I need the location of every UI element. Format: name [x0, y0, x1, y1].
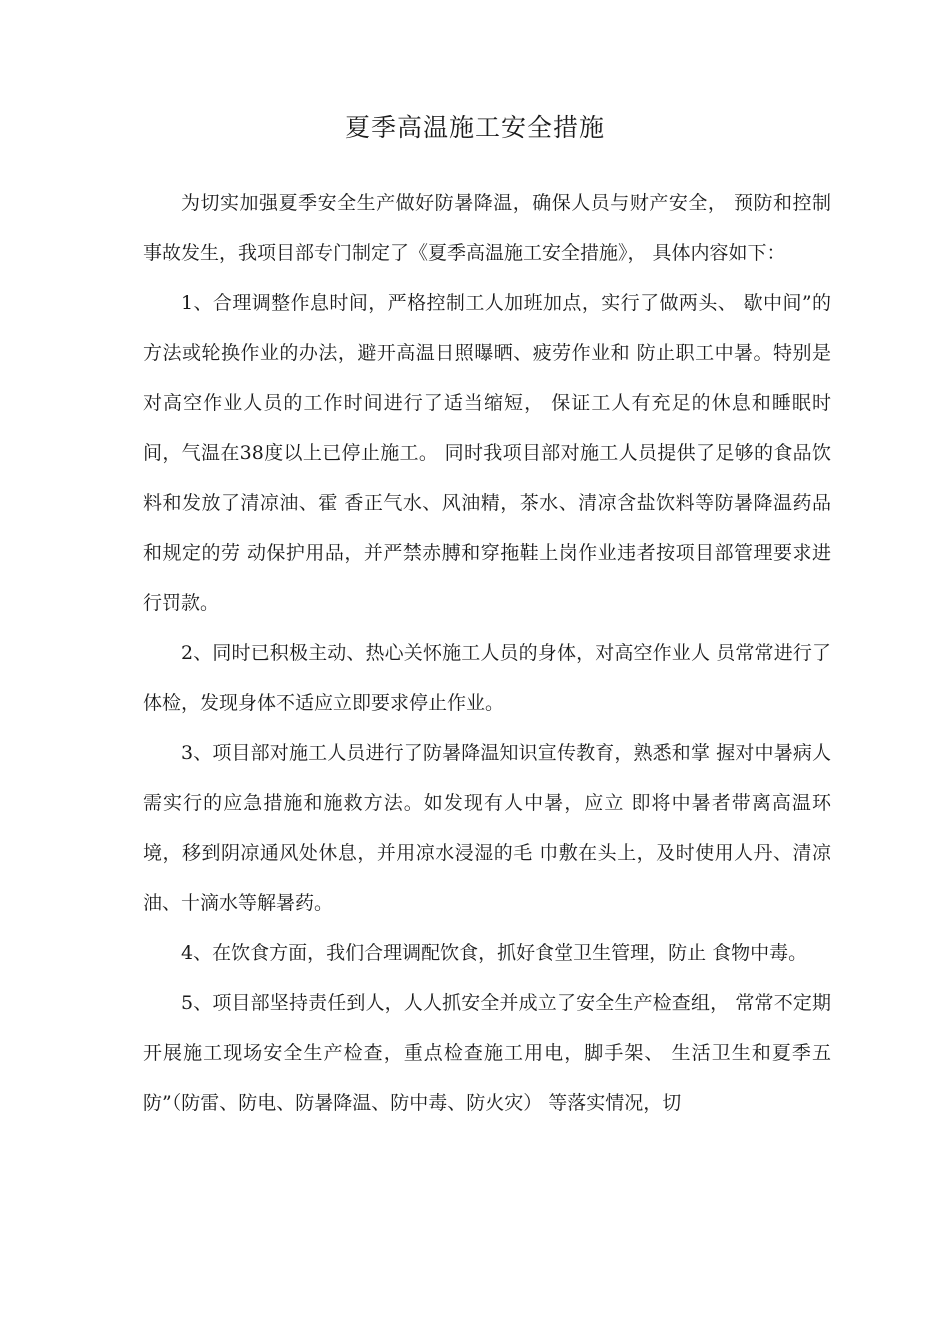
paragraph-item-3: 3、项目部对施工人员进行了防暑降温知识宣传教育，熟悉和掌 握对中暑病人需实行的应急措施和施救方法。如发现有人中暑，应立 即将中暑者带离高温环境，移到阴凉通风处休息，并用凉水浸湿的毛 巾敷在头上，及时使用人丹、清凉油、十滴水等解暑药。 [143, 742, 831, 914]
paragraph-item-4: 4、在饮食方面，我们合理调配饮食，抓好食堂卫生管理，防止 食物中毒。 [181, 942, 808, 964]
document-title: 夏季高温施工安全措施 [344, 113, 605, 142]
paragraph-item-1: 1、合理调整作息时间，严格控制工人加班加点，实行了做两头、 歇中间”的方法或轮换作业的办法，避开高温日照曝晒、疲劳作业和 防止职工中暑。特别是对高空作业人员的工作时间进行了适当缩短， 保证工人有充足的休息和睡眠时间，气温在38度以上已停止施工。 同时我项目部对施工人员提供了足够的食品饮料和发放了清凉油、霍 香正气水、风油精，茶水、清凉含盐饮料等防暑降温药品和规定的劳 动保护用品，并严禁赤膊和穿拖鞋上岗作业违者按项目部管理要求进 行罚款。 [143, 292, 831, 614]
paragraph-item-2: 2、同时已积极主动、热心关怀施工人员的身体，对高空作业人 员常常进行了体检，发现身体不适应立即要求停止作业。 [143, 642, 831, 714]
document-body [143, 178, 831, 1128]
paragraph-item-5: 5、项目部坚持责任到人，人人抓安全并成立了安全生产检查组， 常常不定期开展施工现场安全生产检查，重点检查施工用电，脚手架、 生活卫生和夏季五防”（防雷、防电、防暑降温、防中毒、防火灾） 等落实情况，切 [143, 992, 831, 1114]
paragraph-intro: 为切实加强夏季安全生产做好防暑降温，确保人员与财产安全， 预防和控制事故发生，我项目部专门制定了《夏季高温施工安全措施》， 具体内容如下： [143, 192, 831, 264]
